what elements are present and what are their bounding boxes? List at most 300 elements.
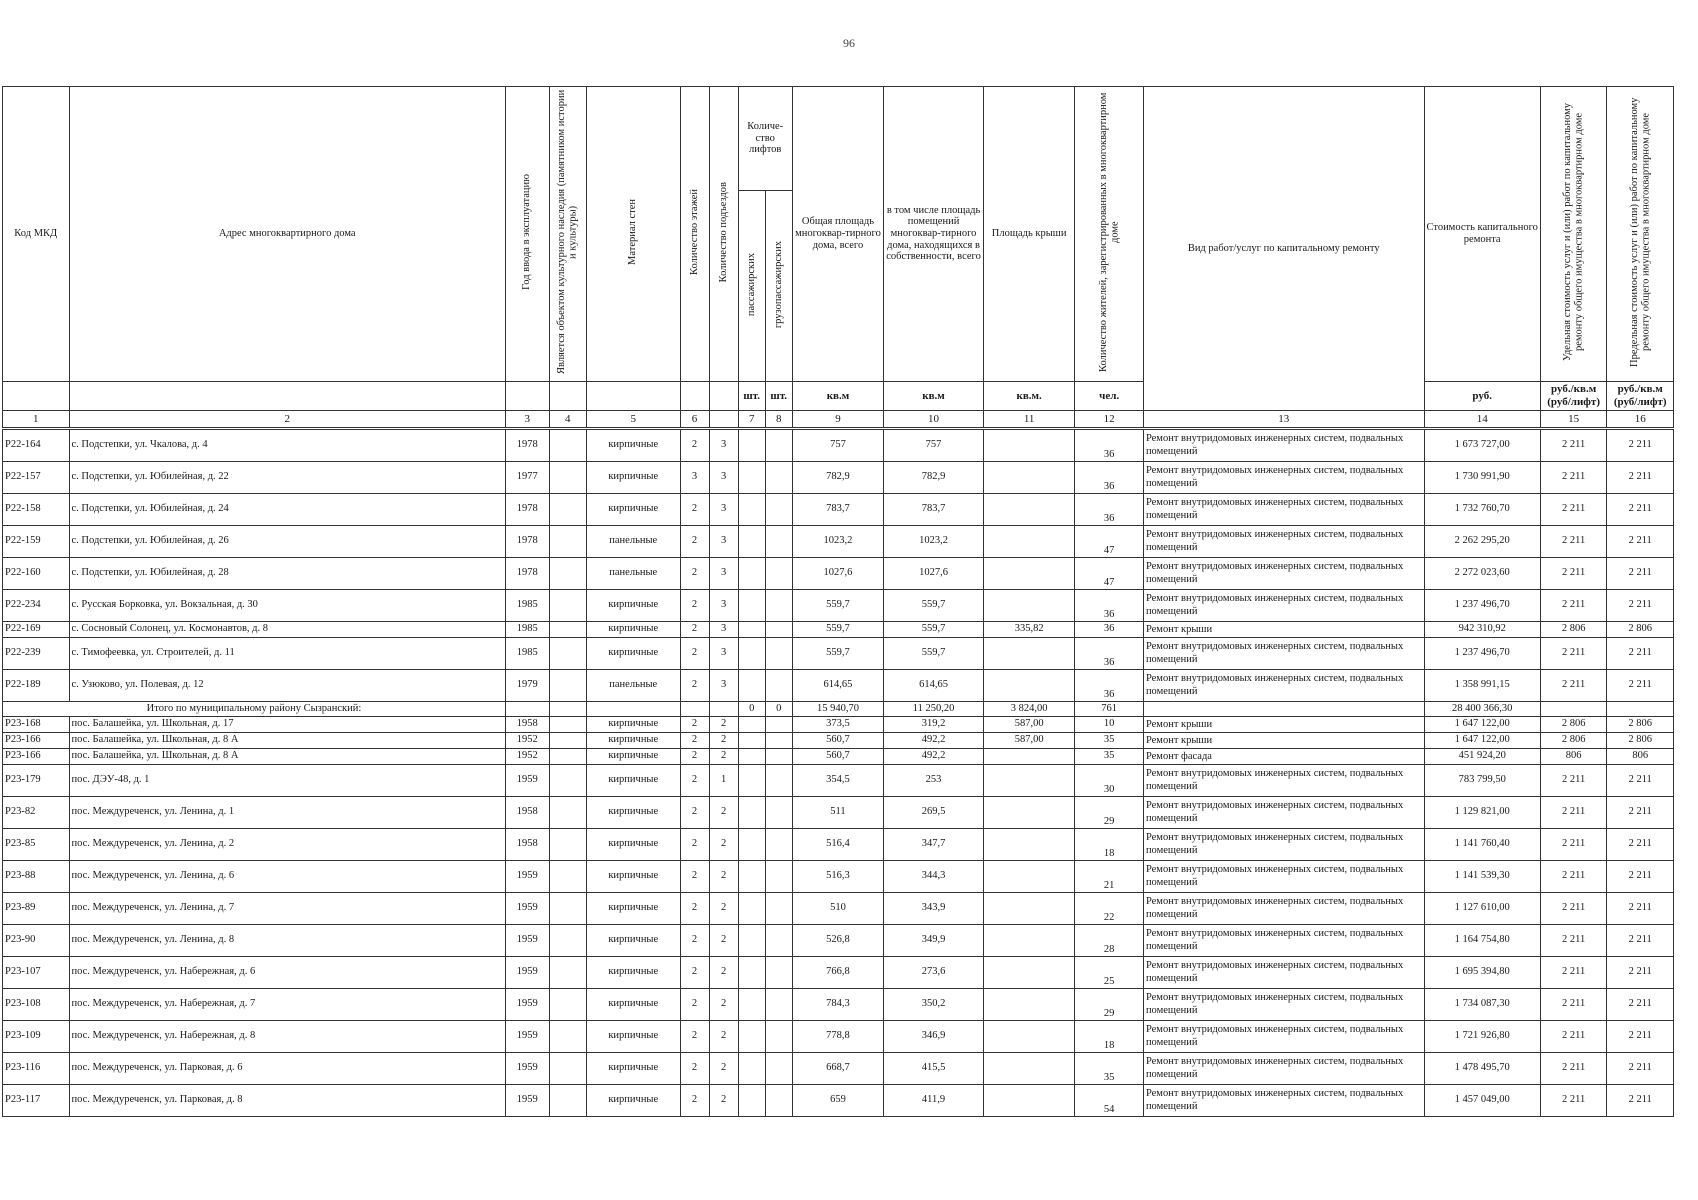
row-unit-cost: 2 211 [1540,924,1607,956]
row-floors: 2 [680,828,709,860]
row-cost: 1 478 495,70 [1424,1052,1540,1084]
row-lift-passenger [738,428,765,461]
row-total-area: 516,3 [792,860,883,892]
table-row [3,716,1674,732]
row-owned-area: 782,9 [884,461,984,493]
row-heritage [549,669,586,701]
row-residents: 36 [1075,669,1144,701]
row-total-area: 1027,6 [792,557,883,589]
row-wall-material: кирпичные [586,1020,680,1052]
header-total-area: Общая площадь многоквар-тирного дома, всего [792,87,883,382]
row-unit-cost: 2 211 [1540,860,1607,892]
row-limit-cost: 2 211 [1607,796,1674,828]
row-owned-area: 344,3 [884,860,984,892]
row-entrances: 3 [709,621,738,637]
column-number: 6 [680,410,709,428]
column-number: 3 [505,410,549,428]
row-entrances: 2 [709,796,738,828]
row-heritage [549,748,586,764]
row-year: 1952 [505,748,549,764]
row-limit-cost: 2 211 [1607,828,1674,860]
row-residents: 36 [1075,637,1144,669]
row-heritage [549,988,586,1020]
row-residents: 25 [1075,956,1144,988]
row-year: 1959 [505,956,549,988]
total-residents: 761 [1075,701,1144,716]
row-lift-passenger [738,1020,765,1052]
column-number: 8 [765,410,792,428]
row-entrances: 3 [709,637,738,669]
row-address: с. Сосновый Солонец, ул. Космонавтов, д. 8 [69,621,505,637]
row-code: Р22-169 [3,621,70,637]
row-entrances: 2 [709,1084,738,1116]
row-residents: 36 [1075,589,1144,621]
row-residents: 35 [1075,732,1144,748]
row-work-type: Ремонт внутридомовых инженерных систем, подвальных помещений [1143,1084,1424,1116]
row-year: 1985 [505,621,549,637]
total-heritage [549,701,586,716]
row-limit-cost: 2 211 [1607,493,1674,525]
row-lift-passenger [738,828,765,860]
table-row [3,1052,1674,1084]
row-entrances: 3 [709,525,738,557]
row-unit-cost: 2 211 [1540,828,1607,860]
row-total-area: 560,7 [792,748,883,764]
table-row [3,493,1674,525]
row-code: Р22-164 [3,428,70,461]
row-residents: 18 [1075,1020,1144,1052]
row-limit-cost: 2 211 [1607,669,1674,701]
row-address: с. Подстепки, ул. Юбилейная, д. 28 [69,557,505,589]
row-wall-material: кирпичные [586,621,680,637]
row-owned-area: 614,65 [884,669,984,701]
table-row [3,828,1674,860]
row-work-type: Ремонт внутридомовых инженерных систем, подвальных помещений [1143,428,1424,461]
row-heritage [549,428,586,461]
row-floors: 2 [680,637,709,669]
row-wall-material: кирпичные [586,924,680,956]
total-total-area: 15 940,70 [792,701,883,716]
row-address: пос. Междуреченск, ул. Ленина, д. 2 [69,828,505,860]
row-floors: 2 [680,988,709,1020]
row-total-area: 784,3 [792,988,883,1020]
row-lift-freight [765,589,792,621]
row-roof-area [983,988,1074,1020]
row-floors: 2 [680,892,709,924]
row-unit-cost: 2 211 [1540,764,1607,796]
row-cost: 1 127 610,00 [1424,892,1540,924]
row-work-type: Ремонт внутридомовых инженерных систем, подвальных помещений [1143,493,1424,525]
row-lift-passenger [738,557,765,589]
header-address: Адрес многоквартирного дома [69,87,505,382]
row-entrances: 3 [709,428,738,461]
row-residents: 35 [1075,1052,1144,1084]
row-roof-area [983,1052,1074,1084]
page-number: 96 [843,36,855,50]
row-year: 1959 [505,1020,549,1052]
row-floors: 3 [680,461,709,493]
row-year: 1978 [505,525,549,557]
row-lift-freight [765,924,792,956]
row-total-area: 1023,2 [792,525,883,557]
row-cost: 1 129 821,00 [1424,796,1540,828]
row-lift-freight [765,621,792,637]
row-cost: 1 673 727,00 [1424,428,1540,461]
row-year: 1959 [505,1052,549,1084]
row-cost: 1 164 754,80 [1424,924,1540,956]
row-cost: 1 730 991,90 [1424,461,1540,493]
row-residents: 22 [1075,892,1144,924]
column-number: 11 [983,410,1074,428]
row-work-type: Ремонт внутридомовых инженерных систем, подвальных помещений [1143,860,1424,892]
total-cost: 28 400 366,30 [1424,701,1540,716]
header-heritage: Является объектом культурного наследия (памятником истории и культуры) [549,87,586,382]
column-number: 14 [1424,410,1540,428]
row-lift-freight [765,1084,792,1116]
row-code: Р23-85 [3,828,70,860]
row-year: 1979 [505,669,549,701]
table-row [3,748,1674,764]
row-cost: 783 799,50 [1424,764,1540,796]
row-code: Р23-117 [3,1084,70,1116]
row-work-type: Ремонт внутридомовых инженерных систем, подвальных помещений [1143,461,1424,493]
row-work-type: Ремонт фасада [1143,748,1424,764]
row-unit-cost: 2 211 [1540,493,1607,525]
row-work-type: Ремонт внутридомовых инженерных систем, подвальных помещений [1143,589,1424,621]
row-floors: 2 [680,860,709,892]
row-address: пос. Междуреченск, ул. Ленина, д. 6 [69,860,505,892]
row-heritage [549,525,586,557]
row-heritage [549,796,586,828]
row-code: Р23-107 [3,956,70,988]
row-work-type: Ремонт внутридомовых инженерных систем, подвальных помещений [1143,669,1424,701]
row-address: пос. Междуреченск, ул. Ленина, д. 1 [69,796,505,828]
header-wall-material: Материал стен [586,87,680,382]
row-address: с. Узюково, ул. Полевая, д. 12 [69,669,505,701]
row-floors: 2 [680,493,709,525]
row-floors: 2 [680,621,709,637]
row-lift-freight [765,669,792,701]
row-floors: 2 [680,1052,709,1084]
row-entrances: 2 [709,892,738,924]
unit-lift-passenger: шт. [738,381,765,410]
table-row [3,1084,1674,1116]
row-residents: 36 [1075,493,1144,525]
row-wall-material: кирпичные [586,716,680,732]
table-row [3,988,1674,1020]
total-lift-passenger: 0 [738,701,765,716]
row-lift-freight [765,988,792,1020]
row-entrances: 2 [709,988,738,1020]
row-floors: 2 [680,1084,709,1116]
row-residents: 47 [1075,525,1144,557]
row-owned-area: 346,9 [884,1020,984,1052]
column-number: 13 [1143,410,1424,428]
row-wall-material: кирпичные [586,461,680,493]
row-total-area: 778,8 [792,1020,883,1052]
row-owned-area: 273,6 [884,956,984,988]
row-wall-material: панельные [586,525,680,557]
table-row [3,764,1674,796]
row-lift-freight [765,1020,792,1052]
row-limit-cost: 2 211 [1607,956,1674,988]
table-row [3,621,1674,637]
row-wall-material: кирпичные [586,589,680,621]
row-total-area: 559,7 [792,621,883,637]
row-wall-material: панельные [586,557,680,589]
row-total-area: 373,5 [792,716,883,732]
row-total-area: 559,7 [792,589,883,621]
row-roof-area: 587,00 [983,716,1074,732]
row-address: пос. Междуреченск, ул. Набережная, д. 7 [69,988,505,1020]
row-owned-area: 1027,6 [884,557,984,589]
row-unit-cost: 2 211 [1540,461,1607,493]
table-row [3,525,1674,557]
unit-cost: руб. [1424,381,1540,410]
row-heritage [549,732,586,748]
row-cost: 1 732 760,70 [1424,493,1540,525]
column-number: 9 [792,410,883,428]
row-lift-passenger [738,1052,765,1084]
row-limit-cost: 2 211 [1607,1020,1674,1052]
row-total-area: 511 [792,796,883,828]
unit-unit-cost: руб./кв.м (руб/лифт) [1540,381,1607,410]
table-row [3,860,1674,892]
row-wall-material: кирпичные [586,748,680,764]
row-work-type: Ремонт крыши [1143,732,1424,748]
row-lift-freight [765,956,792,988]
row-floors: 2 [680,589,709,621]
row-code: Р22-189 [3,669,70,701]
total-owned-area: 11 250,20 [884,701,984,716]
header-year: Год ввода в эксплуатацию [505,87,549,382]
row-year: 1958 [505,796,549,828]
row-year: 1958 [505,716,549,732]
column-number: 16 [1607,410,1674,428]
column-number: 10 [884,410,984,428]
row-lift-passenger [738,956,765,988]
row-cost: 1 457 049,00 [1424,1084,1540,1116]
row-work-type: Ремонт внутридомовых инженерных систем, подвальных помещений [1143,764,1424,796]
row-limit-cost: 2 211 [1607,924,1674,956]
row-wall-material: кирпичные [586,892,680,924]
row-year: 1959 [505,924,549,956]
row-lift-freight [765,637,792,669]
row-limit-cost: 2 211 [1607,860,1674,892]
row-lift-freight [765,716,792,732]
row-heritage [549,493,586,525]
row-code: Р23-88 [3,860,70,892]
row-total-area: 516,4 [792,828,883,860]
row-lift-freight [765,1052,792,1084]
row-code: Р23-116 [3,1052,70,1084]
row-entrances: 2 [709,828,738,860]
row-entrances: 3 [709,669,738,701]
total-floors [680,701,709,716]
row-work-type: Ремонт внутридомовых инженерных систем, подвальных помещений [1143,1052,1424,1084]
row-lift-freight [765,892,792,924]
row-floors: 2 [680,525,709,557]
row-entrances: 1 [709,764,738,796]
table-row [3,428,1674,461]
row-address: пос. Междуреченск, ул. Набережная, д. 8 [69,1020,505,1052]
row-unit-cost: 806 [1540,748,1607,764]
row-total-area: 526,8 [792,924,883,956]
total-unit [1540,701,1607,716]
row-owned-area: 559,7 [884,637,984,669]
row-work-type: Ремонт крыши [1143,621,1424,637]
row-roof-area [983,637,1074,669]
row-wall-material: панельные [586,669,680,701]
row-heritage [549,637,586,669]
row-code: Р22-160 [3,557,70,589]
row-wall-material: кирпичные [586,796,680,828]
row-limit-cost: 2 806 [1607,732,1674,748]
row-lift-freight [765,557,792,589]
header-entrances: Количество подъездов [709,87,738,382]
row-year: 1959 [505,892,549,924]
row-code: Р23-168 [3,716,70,732]
row-floors: 2 [680,716,709,732]
row-roof-area [983,764,1074,796]
row-work-type: Ремонт внутридомовых инженерных систем, подвальных помещений [1143,637,1424,669]
row-floors: 2 [680,796,709,828]
row-residents: 29 [1075,796,1144,828]
row-residents: 36 [1075,461,1144,493]
row-residents: 54 [1075,1084,1144,1116]
row-owned-area: 411,9 [884,1084,984,1116]
row-cost: 1 695 394,80 [1424,956,1540,988]
row-heritage [549,461,586,493]
row-lift-passenger [738,493,765,525]
row-unit-cost: 2 211 [1540,637,1607,669]
row-roof-area [983,461,1074,493]
row-wall-material: кирпичные [586,764,680,796]
row-owned-area: 492,2 [884,732,984,748]
row-roof-area: 587,00 [983,732,1074,748]
row-code: Р22-234 [3,589,70,621]
row-total-area: 559,7 [792,637,883,669]
row-owned-area: 1023,2 [884,525,984,557]
row-entrances: 2 [709,732,738,748]
total-entrances [709,701,738,716]
table-row [3,637,1674,669]
row-year: 1959 [505,1084,549,1116]
row-roof-area [983,796,1074,828]
row-heritage [549,621,586,637]
unit-total-area: кв.м [792,381,883,410]
row-owned-area: 492,2 [884,748,984,764]
row-total-area: 766,8 [792,956,883,988]
column-number [709,410,738,428]
row-heritage [549,557,586,589]
row-limit-cost: 2 211 [1607,988,1674,1020]
row-work-type: Ремонт внутридомовых инженерных систем, подвальных помещений [1143,525,1424,557]
row-total-area: 757 [792,428,883,461]
row-work-type: Ремонт внутридомовых инженерных систем, подвальных помещений [1143,956,1424,988]
row-work-type: Ремонт внутридомовых инженерных систем, подвальных помещений [1143,1020,1424,1052]
row-limit-cost: 2 211 [1607,589,1674,621]
row-code: Р23-90 [3,924,70,956]
row-roof-area [983,493,1074,525]
row-lift-freight [765,860,792,892]
total-row [3,701,1674,716]
total-work [1143,701,1424,716]
row-unit-cost: 2 211 [1540,1020,1607,1052]
row-unit-cost: 2 211 [1540,669,1607,701]
row-cost: 1 647 122,00 [1424,732,1540,748]
row-total-area: 782,9 [792,461,883,493]
table-row [3,732,1674,748]
column-number: 1 [3,410,70,428]
row-lift-passenger [738,748,765,764]
row-limit-cost: 806 [1607,748,1674,764]
table-row [3,461,1674,493]
row-year: 1985 [505,589,549,621]
unit-lift-freight: шт. [765,381,792,410]
row-code: Р23-166 [3,732,70,748]
row-address: пос. Междуреченск, ул. Парковая, д. 8 [69,1084,505,1116]
unit-limit-cost: руб./кв.м (руб/лифт) [1607,381,1674,410]
unit-roof-area: кв.м. [983,381,1074,410]
row-lift-freight [765,428,792,461]
row-limit-cost: 2 211 [1607,428,1674,461]
row-roof-area [983,828,1074,860]
row-wall-material: кирпичные [586,637,680,669]
row-lift-passenger [738,525,765,557]
row-lift-freight [765,461,792,493]
column-number: 5 [586,410,680,428]
row-lift-passenger [738,988,765,1020]
row-entrances: 3 [709,557,738,589]
header-limit-cost: Предельная стоимость услуг и (или) работ по капитальному ремонту общего имущества в многоквартирном доме [1607,87,1674,382]
column-number: 7 [738,410,765,428]
row-residents: 10 [1075,716,1144,732]
row-lift-passenger [738,589,765,621]
header-code: Код МКД [3,87,70,382]
column-number: 2 [69,410,505,428]
row-year: 1959 [505,988,549,1020]
total-limit [1607,701,1674,716]
row-address: пос. Балашейка, ул. Школьная, д. 8 А [69,732,505,748]
header-lifts: Количе-ство лифтов [738,87,792,191]
row-unit-cost: 2 211 [1540,1084,1607,1116]
row-roof-area [983,924,1074,956]
row-limit-cost: 2 211 [1607,461,1674,493]
row-residents: 28 [1075,924,1144,956]
row-heritage [549,1084,586,1116]
row-floors: 2 [680,924,709,956]
row-wall-material: кирпичные [586,956,680,988]
row-roof-area [983,557,1074,589]
row-roof-area [983,428,1074,461]
row-floors: 2 [680,1020,709,1052]
header-owned-area: в том числе площадь помещений многоквар-тирного дома, находящихся в собственности, всего [884,87,984,382]
row-lift-passenger [738,796,765,828]
row-limit-cost: 2 211 [1607,892,1674,924]
row-unit-cost: 2 211 [1540,796,1607,828]
row-code: Р23-89 [3,892,70,924]
row-year: 1959 [505,764,549,796]
row-limit-cost: 2 211 [1607,1084,1674,1116]
row-work-type: Ремонт внутридомовых инженерных систем, подвальных помещений [1143,557,1424,589]
row-year: 1978 [505,493,549,525]
total-wall [586,701,680,716]
row-total-area: 560,7 [792,732,883,748]
row-code: Р22-157 [3,461,70,493]
row-cost: 1 141 539,30 [1424,860,1540,892]
row-limit-cost: 2 211 [1607,764,1674,796]
